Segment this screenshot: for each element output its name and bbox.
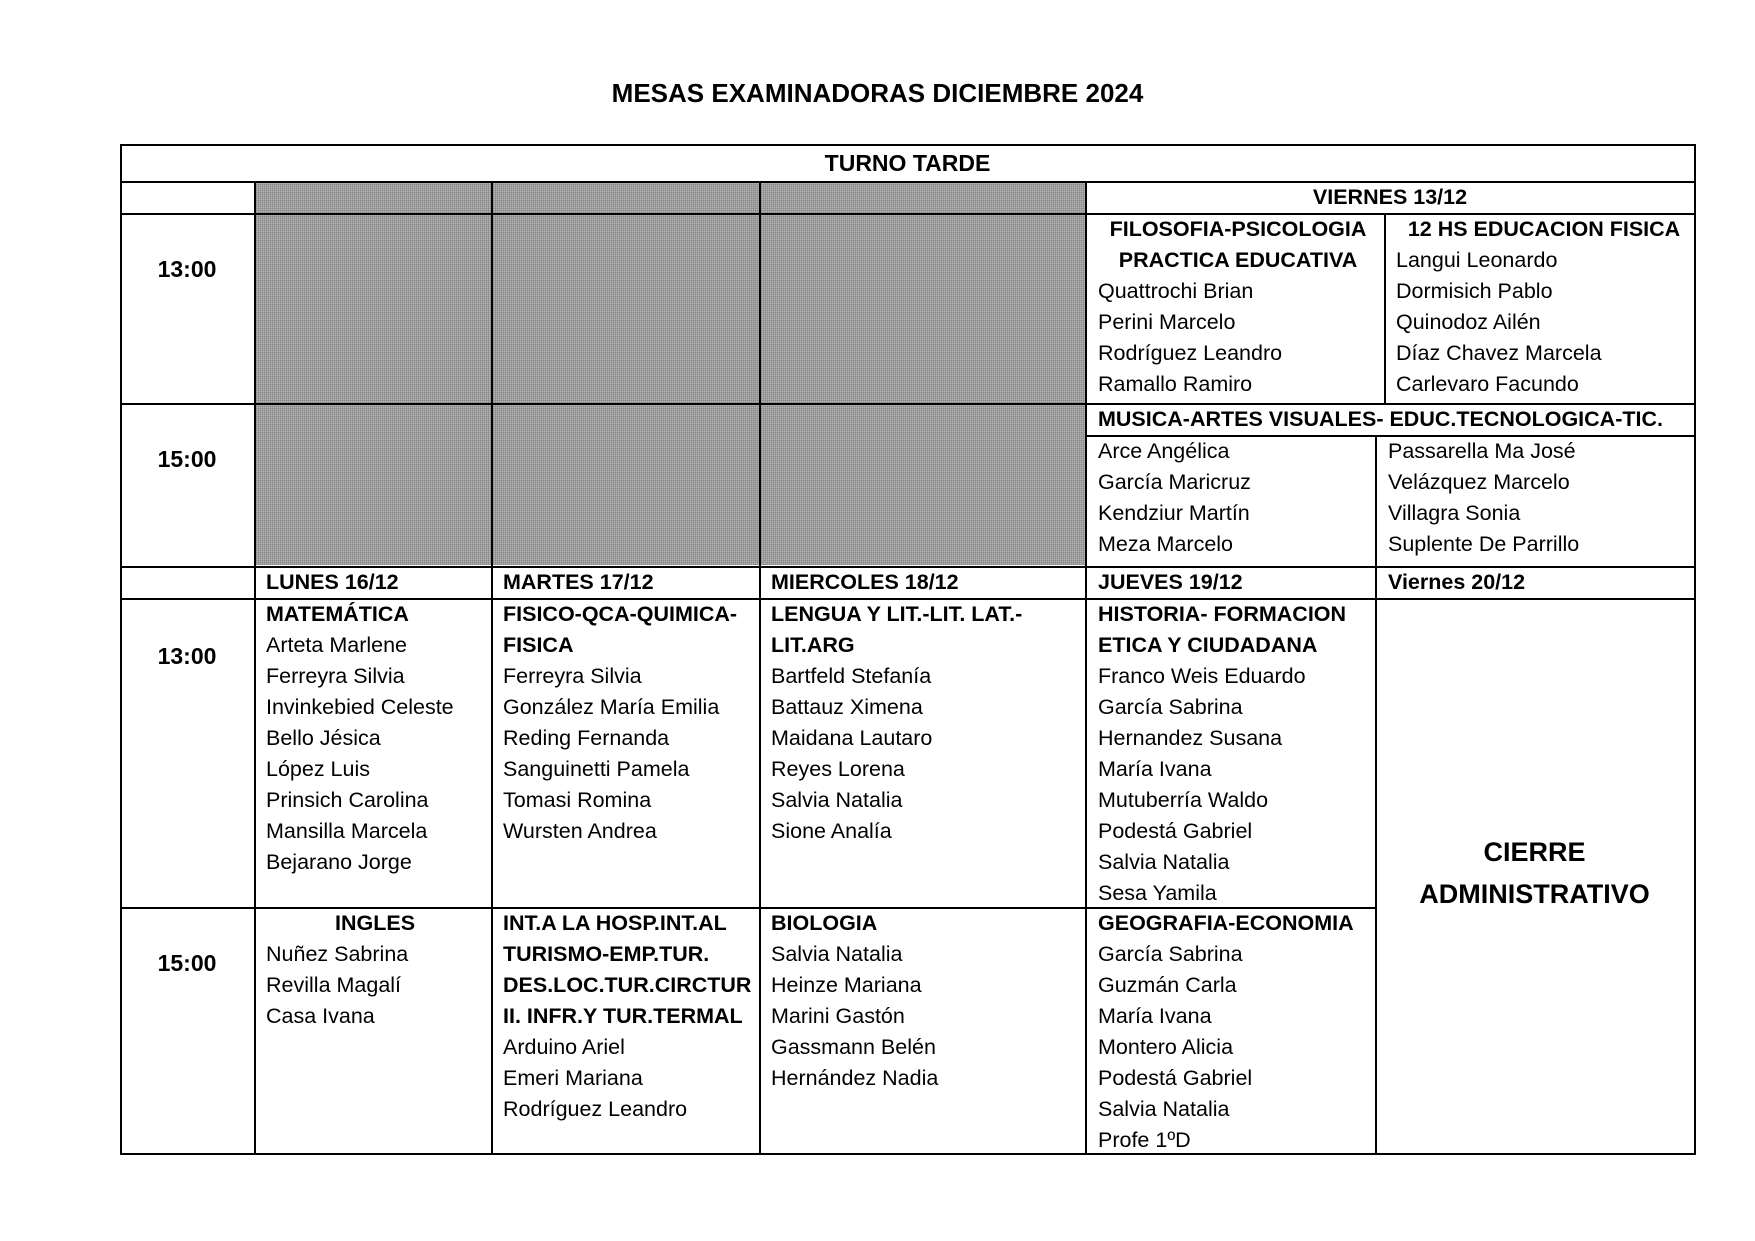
- examiner-name: Ferreyra Silvia: [266, 664, 405, 688]
- examiner-name: Reyes Lorena: [771, 757, 905, 781]
- examiner-name: Gassmann Belén: [771, 1035, 936, 1059]
- examiner-name: Arteta Marlene: [266, 633, 408, 657]
- examiner-name: Kendziur Martín: [1098, 501, 1250, 525]
- examiner-name: Villagra Sonia: [1388, 501, 1521, 525]
- page-title: MESAS EXAMINADORAS DICIEMBRE 2024: [611, 78, 1144, 108]
- examiner-name: Mutuberría Waldo: [1098, 788, 1269, 812]
- exam-cell-martes-15: [503, 908, 751, 1125]
- examiner-name: Salvia Natalia: [1098, 850, 1230, 874]
- examiner-name: Nuñez Sabrina: [266, 942, 409, 966]
- subject-title: PRACTICA EDUCATIVA: [1118, 248, 1358, 272]
- subject-title: FISICA: [503, 633, 574, 657]
- exam-cell: [1388, 436, 1579, 560]
- time-label: 15:00: [157, 950, 217, 976]
- subject-title: II. INFR.Y TUR.TERMAL: [503, 1004, 743, 1028]
- day-header-jueves: JUEVES 19/12: [1098, 570, 1243, 594]
- empty-shaded-cell: [254, 182, 491, 565]
- empty-shaded-cell: [491, 182, 759, 565]
- day-header-viernes-20: Viernes 20/12: [1388, 570, 1526, 594]
- exam-cell: [1098, 436, 1251, 560]
- subject-title: FILOSOFIA-PSICOLOGIA: [1109, 217, 1367, 241]
- time-label: 15:00: [157, 446, 217, 472]
- examiner-name: Passarella Ma José: [1388, 439, 1576, 463]
- examiner-name: Sesa Yamila: [1098, 881, 1217, 905]
- examiner-name: Quattrochi Brian: [1098, 279, 1254, 303]
- examiner-name: Wursten Andrea: [503, 819, 657, 843]
- exam-cell-lunes-13: [266, 599, 454, 878]
- day-header-martes: MARTES 17/12: [503, 570, 654, 594]
- examiner-name: Marini Gastón: [771, 1004, 905, 1028]
- examiner-name: Invinkebied Celeste: [266, 695, 454, 719]
- subject-title: BIOLOGIA: [771, 911, 878, 935]
- exam-cell: [1396, 214, 1692, 400]
- day-header-miercoles: MIERCOLES 18/12: [771, 570, 959, 594]
- exam-cell-martes-13: [503, 599, 737, 847]
- examiner-name: Profe 1ºD: [1098, 1128, 1191, 1152]
- subject-title: 12 HS EDUCACION FISICA: [1407, 217, 1681, 241]
- examiner-name: Salvia Natalia: [771, 788, 903, 812]
- subject-title: LENGUA Y LIT.-LIT. LAT.-: [771, 602, 1023, 626]
- examiner-name: Casa Ivana: [266, 1004, 375, 1028]
- shift-header: TURNO TARDE: [824, 150, 991, 176]
- examiner-name: Meza Marcelo: [1098, 532, 1234, 556]
- examiner-name: Salvia Natalia: [1098, 1097, 1230, 1121]
- empty-shaded-cell: [759, 182, 1085, 565]
- examiner-name: Reding Fernanda: [503, 726, 670, 750]
- time-label: 13:00: [157, 256, 217, 282]
- examiner-name: Ramallo Ramiro: [1098, 372, 1253, 396]
- examiner-name: García Sabrina: [1098, 695, 1243, 719]
- examiner-name: Rodríguez Leandro: [503, 1097, 688, 1121]
- subject-title: INGLES: [335, 911, 416, 935]
- examiner-name: Bejarano Jorge: [266, 850, 412, 874]
- examiner-name: López Luis: [266, 757, 370, 781]
- examiner-name: Podestá Gabriel: [1098, 819, 1253, 843]
- exam-cell-jueves-15: [1098, 908, 1354, 1156]
- examiner-name: Hernández Nadia: [771, 1066, 939, 1090]
- examiner-name: Sione Analía: [771, 819, 892, 843]
- examiner-name: Emeri Mariana: [503, 1066, 643, 1090]
- subject-title: GEOGRAFIA-ECONOMIA: [1098, 911, 1354, 935]
- subject-title: TURISMO-EMP.TUR.: [503, 942, 710, 966]
- examiner-name: Tomasi Romina: [503, 788, 652, 812]
- subject-title: ETICA Y CIUDADANA: [1098, 633, 1318, 657]
- examiner-name: Mansilla Marcela: [266, 819, 428, 843]
- examiner-name: Bartfeld Stefanía: [771, 664, 932, 688]
- examiner-name: Arduino Ariel: [503, 1035, 625, 1059]
- examiner-name: Guzmán Carla: [1098, 973, 1237, 997]
- subject-title: INT.A LA HOSP.INT.AL: [503, 911, 727, 935]
- subject-title: HISTORIA- FORMACION: [1098, 602, 1347, 626]
- subject-title: FISICO-QCA-QUIMICA-: [503, 602, 738, 626]
- examiner-name: Sanguinetti Pamela: [503, 757, 690, 781]
- examiner-name: Quinodoz Ailén: [1396, 310, 1541, 334]
- day-header-lunes: LUNES 16/12: [266, 570, 399, 594]
- examiner-name: García Sabrina: [1098, 942, 1243, 966]
- exam-cell-lunes-15: [266, 908, 415, 1032]
- examiner-name: Rodríguez Leandro: [1098, 341, 1283, 365]
- examiner-name: Franco Weis Eduardo: [1098, 664, 1306, 688]
- time-label: 13:00: [157, 643, 217, 669]
- examiner-name: González María Emilia: [503, 695, 720, 719]
- examiner-name: Díaz Chavez Marcela: [1396, 341, 1602, 365]
- examiner-name: Montero Alicia: [1098, 1035, 1234, 1059]
- examiner-name: Carlevaro Facundo: [1396, 372, 1579, 396]
- examiner-name: Heinze Mariana: [771, 973, 922, 997]
- examiner-name: Maidana Lautaro: [771, 726, 933, 750]
- subject-title: DES.LOC.TUR.CIRCTUR: [503, 973, 752, 997]
- examiner-name: Prinsich Carolina: [266, 788, 429, 812]
- examiner-name: Perini Marcelo: [1098, 310, 1236, 334]
- examiner-name: Velázquez Marcelo: [1388, 470, 1570, 494]
- examiner-name: Podestá Gabriel: [1098, 1066, 1253, 1090]
- examiner-name: Langui Leonardo: [1396, 248, 1558, 272]
- examiner-name: María Ivana: [1098, 1004, 1212, 1028]
- examiner-name: Dormisich Pablo: [1396, 279, 1553, 303]
- examiner-name: Suplente De Parrillo: [1388, 532, 1580, 556]
- exam-cell-miercoles-13: [771, 599, 1022, 847]
- examiner-name: María Ivana: [1098, 757, 1212, 781]
- examiner-name: Revilla Magalí: [266, 973, 402, 997]
- examiner-name: García Maricruz: [1098, 470, 1251, 494]
- examiner-name: Salvia Natalia: [771, 942, 903, 966]
- subject-title: MATEMÁTICA: [266, 602, 409, 626]
- closure-line: ADMINISTRATIVO: [1419, 879, 1650, 909]
- examiner-name: Hernandez Susana: [1098, 726, 1283, 750]
- subject-title: LIT.ARG: [771, 633, 855, 657]
- subject-title: MUSICA-ARTES VISUALES- EDUC.TECNOLOGICA-TIC.: [1098, 407, 1663, 431]
- examiner-name: Arce Angélica: [1098, 439, 1230, 463]
- day-header-viernes-13: VIERNES 13/12: [1312, 185, 1468, 209]
- examiner-name: Bello Jésica: [266, 726, 381, 750]
- closure-line: CIERRE: [1483, 837, 1586, 867]
- exam-cell-jueves-13: [1098, 599, 1346, 909]
- exam-cell: [1098, 214, 1378, 400]
- examiner-name: Battauz Ximena: [771, 695, 923, 719]
- exam-cell-miercoles-15: [771, 908, 938, 1094]
- administrative-closure-label: [1375, 831, 1694, 915]
- examiner-name: Ferreyra Silvia: [503, 664, 642, 688]
